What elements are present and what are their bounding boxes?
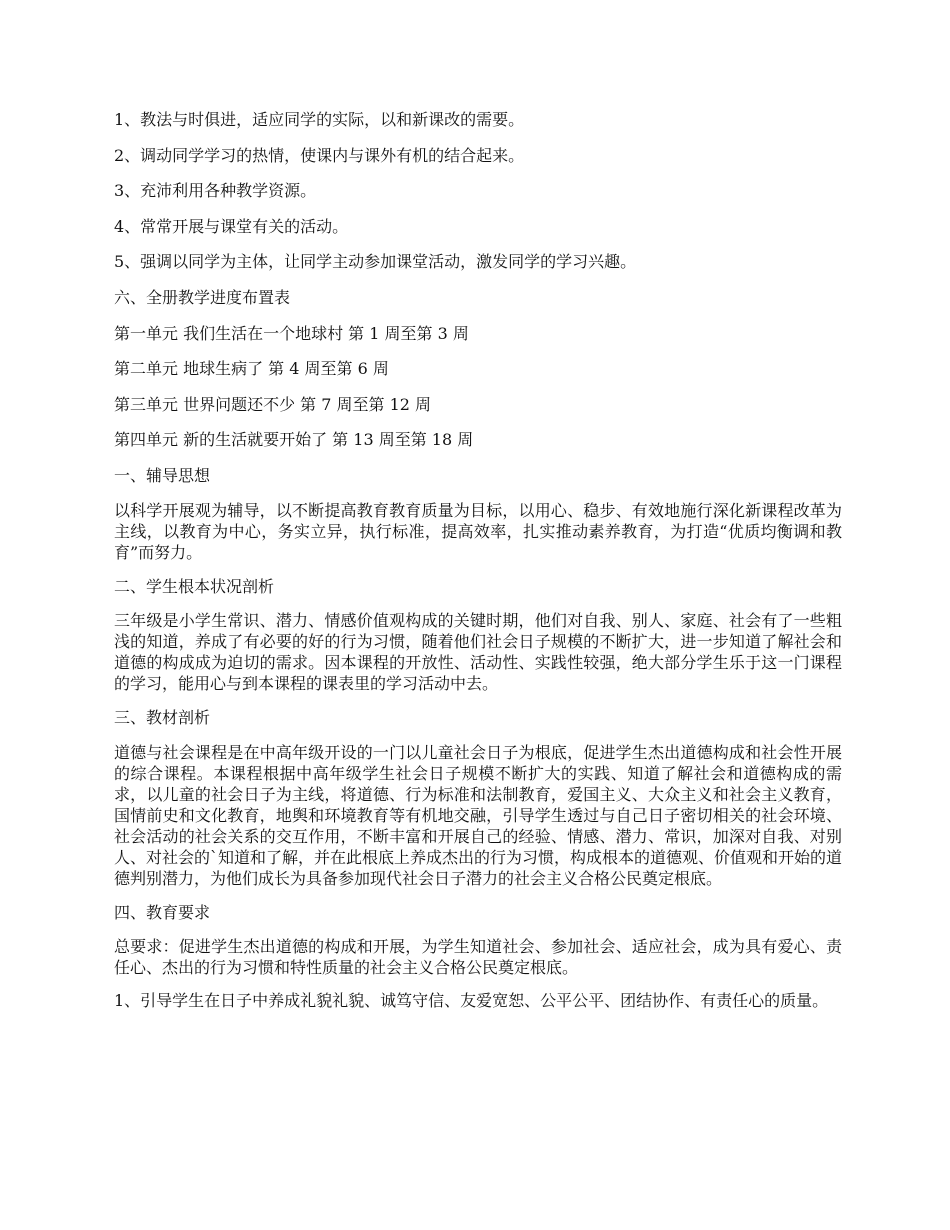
schedule-row-unit-1: 第一单元 我们生活在一个地球村 第 1 周至第 3 周 bbox=[114, 323, 469, 343]
schedule-row-unit-4: 第四单元 新的生活就要开始了 第 13 周至第 18 周 bbox=[114, 430, 474, 450]
schedule-row-unit-2: 第二单元 地球生病了 第 4 周至第 6 周 bbox=[114, 359, 389, 379]
list-item-5: 5、强调以同学为主体，让同学主动参加课堂活动，激发同学的学习兴趣。 bbox=[114, 252, 637, 272]
list-item-2: 2、调动同学学习的热情，使课内与课外有机的结合起来。 bbox=[114, 145, 525, 165]
paragraph-general-requirement: 总要求：促进学生杰出道德的构成和开展，为学生知道社会、参加社会、适应社会，成为具有爱心、责任心、杰出的行为习惯和特性质量的社会主义合格公民奠定根底。 bbox=[114, 937, 842, 978]
section-heading-education-requirements: 四、教育要求 bbox=[114, 902, 211, 922]
list-item-1: 1、教法与时俱进，适应同学的实际，以和新课改的需要。 bbox=[114, 110, 525, 129]
paragraph-requirement-1: 1、引导学生在日子中养成礼貌礼貌、诚笃守信、友爱宽恕、公平公平、团结协作、有责任心的质量。 bbox=[114, 991, 829, 1011]
paragraph-student-analysis: 三年级是小学生常识、潜力、情感价值观构成的关键时期，他们对自我、别人、家庭、社会有了一些粗浅的知道，养成了有必要的好的行为习惯，随着他们社会日子规模的不断扩大，进一步知道了解社会和道德的构成成为迫切的需求。因本课程的开放性、活动性、实践性较强，绝大部分学生乐于这一门课程的学习，能用心与到本课程的课表里的学习活动中去。 bbox=[114, 611, 842, 694]
section-heading-student-analysis: 二、学生根本状况剖析 bbox=[114, 576, 275, 596]
section-heading-textbook-analysis: 三、教材剖析 bbox=[114, 708, 211, 728]
paragraph-textbook-analysis: 道德与社会课程是在中高年级开设的一门以儿童社会日子为根底，促进学生杰出道德构成和社会性开展的综合课程。本课程根据中高年级学生社会日子规模不断扩大的实践、知道了解社会和道德构成的需求，以儿童的社会日子为主线，将道德、行为标准和法制教育，爱国主义、大众主义和社会主义教育，国情前史和文化教育，地舆和环境教育等有机地交融，引导学生透过与自己日子密切相关的社会环境、社会活动的社会关系的交互作用，不断丰富和开展自己的经验、情感、潜力、常识，加深对自我、对别人、对社会的`知道和了解，并在此根底上养成杰出的行为习惯，构成根本的道德观、价值观和开始的道德判别潜力，为他们成长为具备参加现代社会日子潜力的社会主义合格公民奠定根底。 bbox=[114, 742, 843, 888]
schedule-row-unit-3: 第三单元 世界问题还不少 第 7 周至第 12 周 bbox=[114, 394, 432, 414]
section-heading-schedule: 六、全册教学进度布置表 bbox=[114, 287, 291, 307]
document-page bbox=[114, 108, 842, 1023]
list-item-3: 3、充沛利用各种教学资源。 bbox=[114, 181, 317, 201]
paragraph-guiding-ideology: 以科学开展观为辅导，以不断提高教育教育质量为目标，以用心、稳步、有效地施行深化新课程改革为主线，以教育为中心，务实立异，执行标准，提高效率，扎实推动素养教育，为打造“优质均衡调和教育”而努力。 bbox=[114, 500, 842, 562]
section-heading-guiding-ideology: 一、辅导思想 bbox=[114, 465, 211, 485]
list-item-4: 4、常常开展与课堂有关的活动。 bbox=[114, 216, 349, 236]
